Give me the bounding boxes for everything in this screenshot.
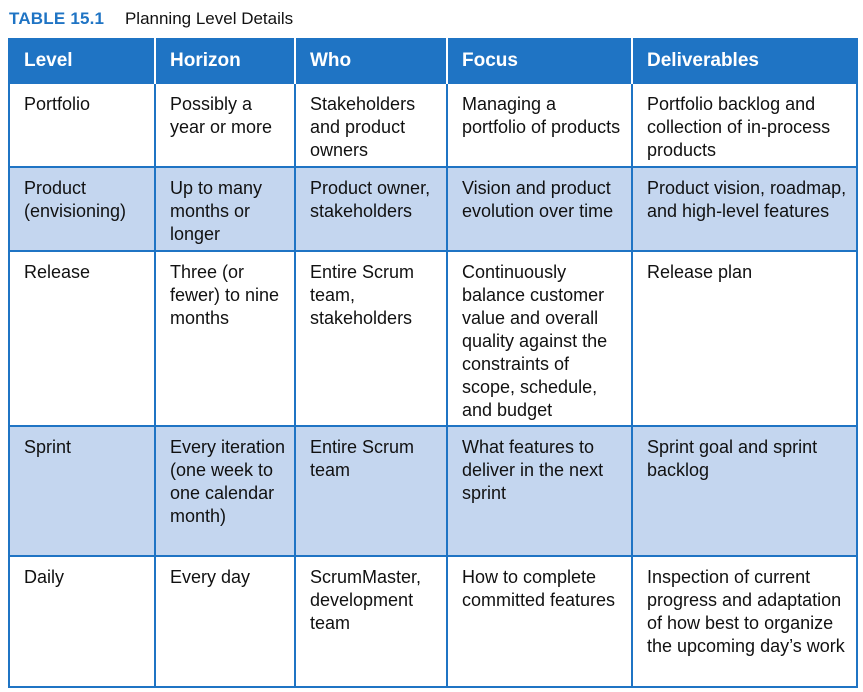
table-title: Planning Level Details <box>124 9 294 28</box>
table-row <box>9 251 857 426</box>
cell-level: Sprint <box>9 426 155 556</box>
cell-who: Entire Scrum team, stakeholders <box>295 251 447 426</box>
cell-deliverables: Release plan <box>632 251 857 426</box>
header-deliverables: Deliverables <box>632 39 857 83</box>
header-who: Who <box>295 39 447 83</box>
table-row <box>9 556 857 687</box>
cell-who: Stakeholders and product owners <box>295 83 447 167</box>
cell-level: Release <box>9 251 155 426</box>
cell-deliverables: Sprint goal and sprint backlog <box>632 426 857 556</box>
table-row <box>9 426 857 556</box>
cell-focus: Managing a portfolio of products <box>447 83 632 167</box>
cell-who: ScrumMaster, development team <box>295 556 447 687</box>
cell-horizon: Possibly a year or more <box>155 83 295 167</box>
table-row <box>9 83 857 167</box>
header-row <box>9 39 857 83</box>
cell-focus: What features to deliver in the next sprint <box>447 426 632 556</box>
cell-focus: How to complete committed features <box>447 556 632 687</box>
cell-level: Daily <box>9 556 155 687</box>
table-caption <box>9 8 293 30</box>
cell-deliverables: Product vision, roadmap, and high-level features <box>632 167 857 251</box>
cell-level: Portfolio <box>9 83 155 167</box>
cell-who: Entire Scrum team <box>295 426 447 556</box>
table-row <box>9 167 857 251</box>
cell-who: Product owner, stakeholders <box>295 167 447 251</box>
header-horizon: Horizon <box>155 39 295 83</box>
header-focus: Focus <box>447 39 632 83</box>
table-number: TABLE 15.1 <box>9 9 105 28</box>
cell-deliverables: Inspection of current progress and adaptation of how best to organize the upcoming day’s work <box>632 556 857 687</box>
cell-level: Product (envisioning) <box>9 167 155 251</box>
header-level: Level <box>9 39 155 83</box>
cell-deliverables: Portfolio backlog and collection of in-process products <box>632 83 857 167</box>
cell-horizon: Three (or fewer) to nine months <box>155 251 295 426</box>
cell-focus: Continuously balance customer value and overall quality against the constraints of scope, schedule, and budget <box>447 251 632 426</box>
cell-horizon: Every iteration (one week to one calendar month) <box>155 426 295 556</box>
cell-horizon: Every day <box>155 556 295 687</box>
planning-level-table <box>8 38 858 688</box>
cell-horizon: Up to many months or longer <box>155 167 295 251</box>
cell-focus: Vision and product evolution over time <box>447 167 632 251</box>
